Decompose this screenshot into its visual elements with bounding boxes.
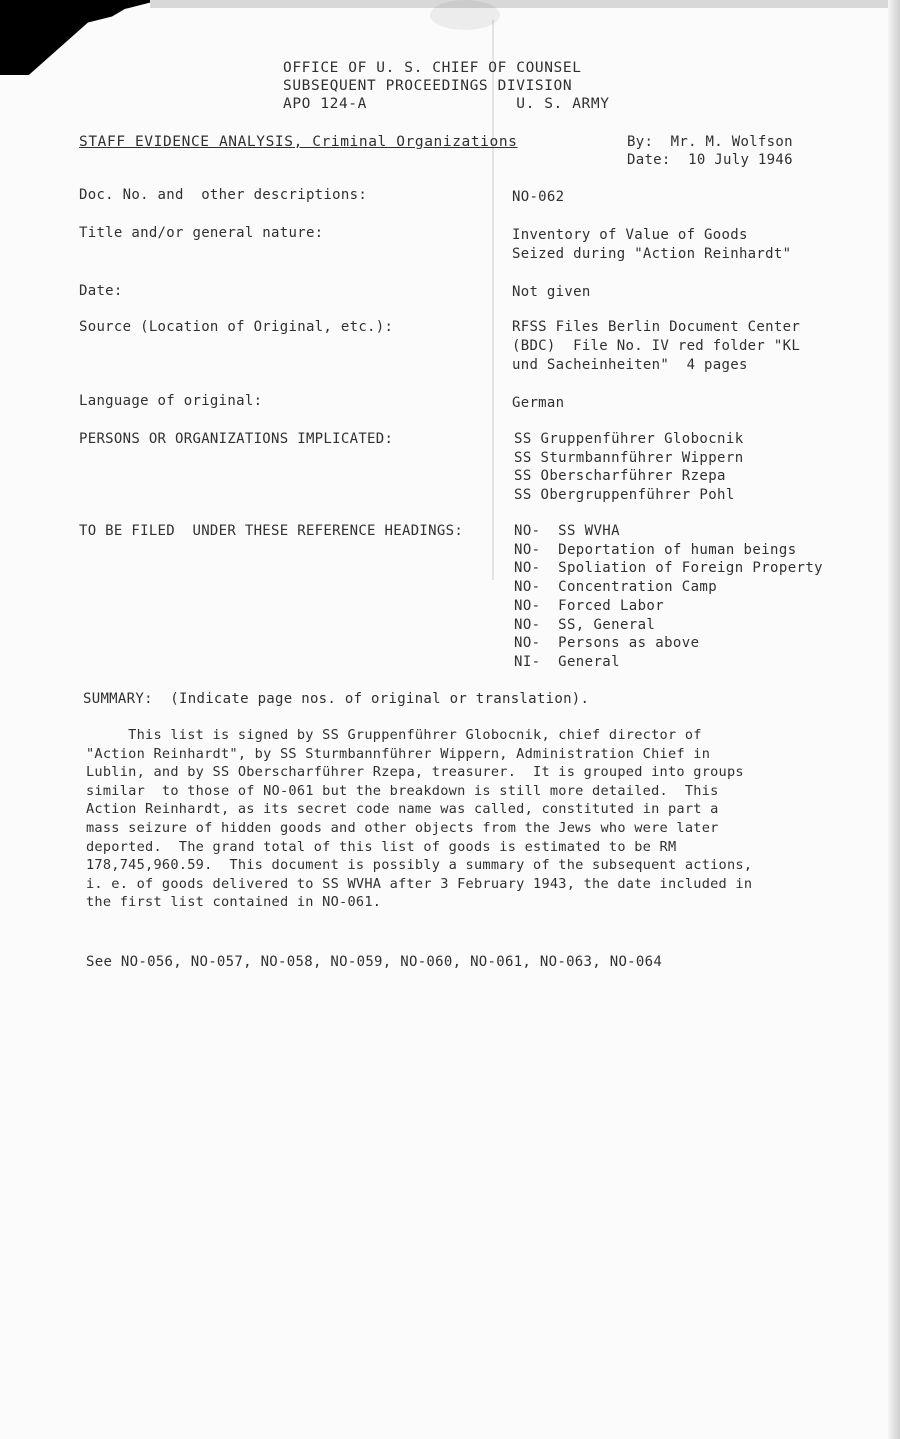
person-item: SS Sturmbannführer Wippern: [514, 449, 744, 466]
heading-item: NO- Persons as above: [514, 635, 700, 652]
source-value-line2: (BDC) File No. IV red folder "KL: [512, 338, 801, 354]
scan-smudge: [430, 0, 500, 30]
analysis-date: Date: 10 July 1946: [627, 152, 793, 168]
heading-item: NO- SS, General: [514, 616, 656, 633]
person-item: SS Obergruppenführer Pohl: [514, 487, 735, 504]
summary-line: This list is signed by SS Gruppenführer Globocnik, chief director of: [86, 727, 702, 743]
see-also-references: See NO-056, NO-057, NO-058, NO-059, NO-060, NO-061, NO-063, NO-064: [86, 954, 663, 970]
person-item: SS Oberscharführer Rzepa: [514, 468, 726, 485]
scan-dark-corner: [0, 0, 160, 75]
date-value: Not given: [512, 284, 591, 300]
headings-label: TO BE FILED UNDER THESE REFERENCE HEADINGS:: [79, 523, 464, 539]
summary-line: "Action Reinhardt", by SS Sturmbannführer Wippern, Administration Chief in: [86, 745, 711, 762]
title-value-line2: Seized during "Action Reinhardt": [512, 246, 792, 262]
office-header-line1: OFFICE OF U. S. CHIEF OF COUNSEL: [283, 60, 582, 76]
summary-line: 178,745,960.59. This document is possibly a summary of the subsequent actions,: [86, 857, 753, 874]
summary-line: Action Reinhardt, as its secret code name was called, constituted in part a: [86, 801, 719, 818]
scan-top-edge: [150, 0, 900, 8]
summary-line: Lublin, and by SS Oberscharführer Rzepa, treasurer. It is grouped into groups: [86, 764, 744, 781]
summary-label: SUMMARY: (Indicate page nos. of original or translation).: [83, 691, 590, 707]
office-header-line3: APO 124-A U. S. ARMY: [283, 96, 610, 112]
summary-line: deported. The grand total of this list of goods is estimated to be RM: [86, 838, 677, 855]
heading-item: NO- Forced Labor: [514, 597, 665, 614]
language-label: Language of original:: [79, 393, 263, 409]
summary-line: i. e. of goods delivered to SS WVHA after 3 February 1943, the date included in: [86, 875, 753, 892]
heading-item: NO- Concentration Camp: [514, 579, 718, 596]
summary-body: [86, 726, 826, 912]
office-header-line2: SUBSEQUENT PROCEEDINGS DIVISION: [283, 78, 573, 94]
source-value-line3: und Sacheinheiten" 4 pages: [512, 357, 748, 373]
summary-line: mass seizure of hidden goods and other objects from the Jews who were later: [86, 819, 719, 836]
doc-no-value: NO-062: [512, 189, 565, 205]
title-label: Title and/or general nature:: [79, 225, 324, 241]
scan-right-edge: [888, 0, 900, 1439]
headings-list: [514, 522, 823, 672]
summary-line: the first list contained in NO-061.: [86, 894, 382, 911]
source-label: Source (Location of Original, etc.):: [79, 319, 394, 335]
heading-item: NO- Spoliation of Foreign Property: [514, 560, 824, 577]
summary-line: similar to those of NO-061 but the breakdown is still more detailed. This: [86, 782, 719, 799]
date-label: Date:: [79, 283, 123, 299]
heading-item: NI- General: [514, 653, 620, 670]
title-value-line1: Inventory of Value of Goods: [512, 227, 748, 243]
analysis-by: By: Mr. M. Wolfson: [627, 134, 793, 150]
language-value: German: [512, 395, 565, 411]
analysis-title: STAFF EVIDENCE ANALYSIS, Criminal Organizations: [79, 134, 518, 150]
person-item: SS Gruppenführer Globocnik: [514, 431, 744, 447]
heading-item: NO- SS WVHA: [514, 523, 620, 539]
persons-list: [514, 430, 744, 505]
persons-label: PERSONS OR ORGANIZATIONS IMPLICATED:: [79, 431, 394, 447]
source-value-line1: RFSS Files Berlin Document Center: [512, 319, 801, 335]
heading-item: NO- Deportation of human beings: [514, 541, 797, 558]
doc-no-label: Doc. No. and other descriptions:: [79, 187, 368, 203]
